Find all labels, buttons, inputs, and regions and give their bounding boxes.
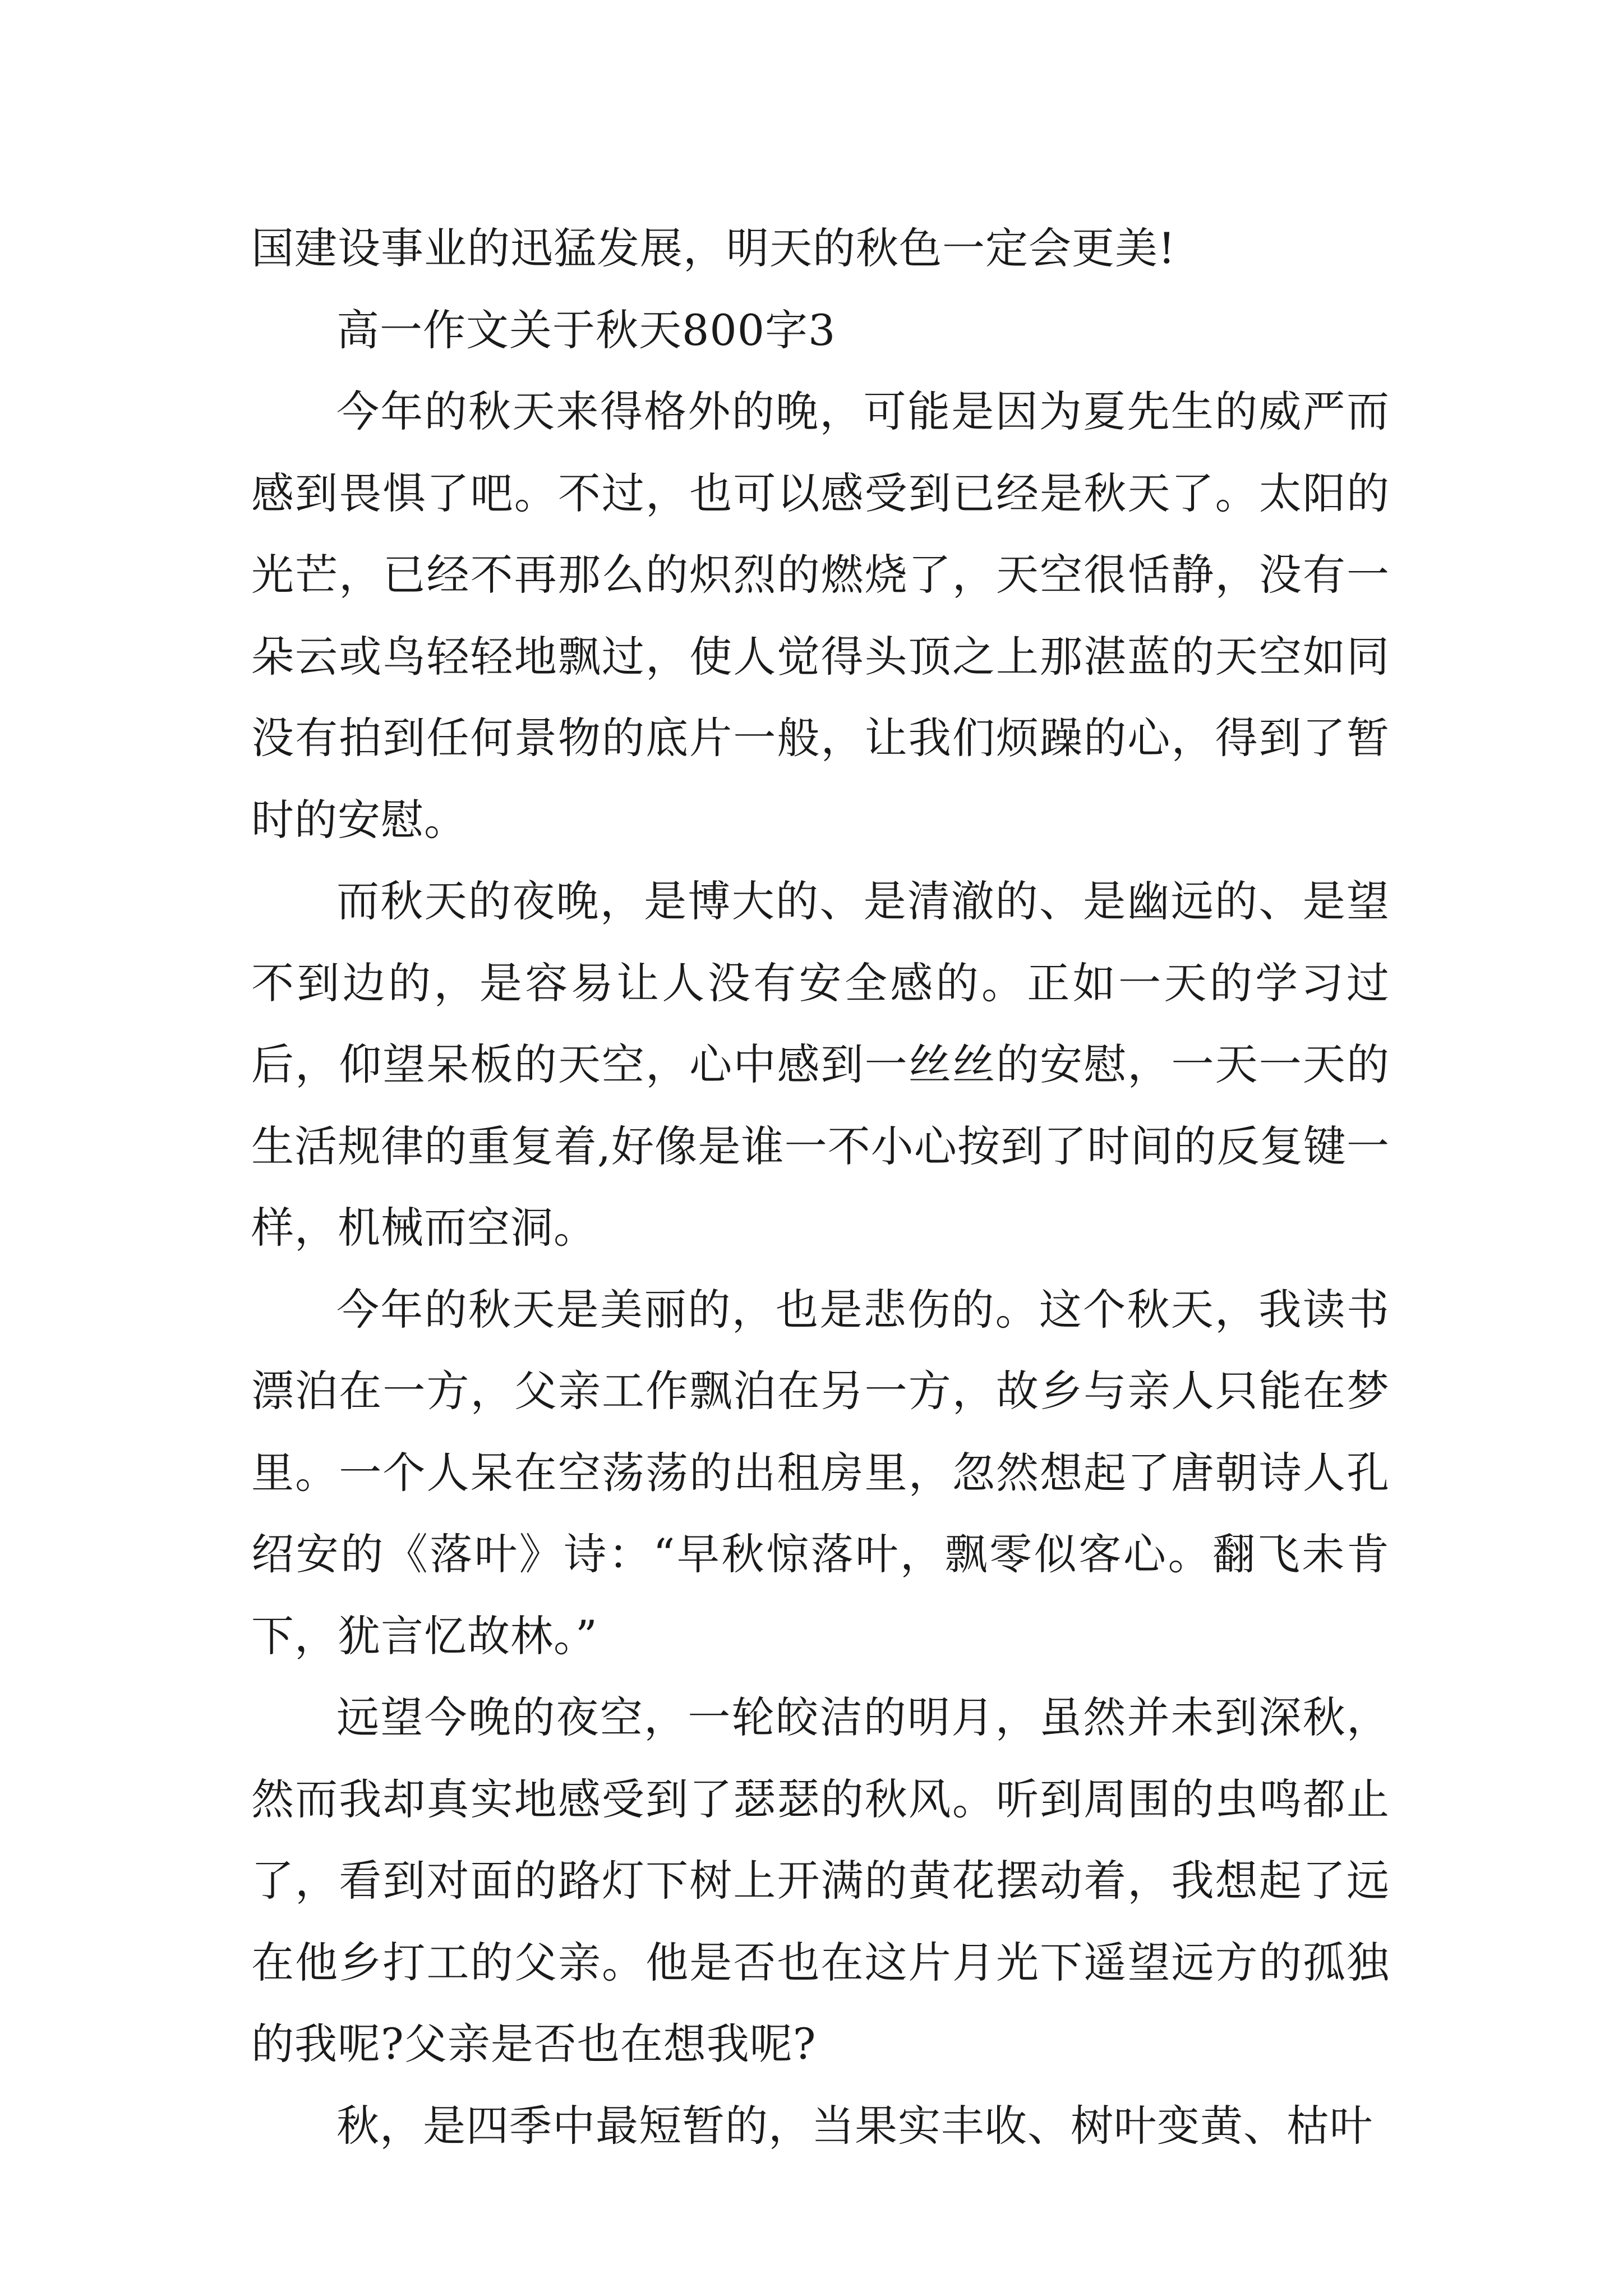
paragraph-continuation: 国建设事业的迅猛发展，明天的秋色一定会更美! xyxy=(251,223,1176,273)
paragraph: 秋，是四季中最短暂的，当果实丰收、树叶变黄、枯叶 xyxy=(336,2100,1373,2151)
paragraph: 远望今晚的夜空，一轮皎洁的明月，虽然并未到深秋，然而我却真实地感受到了瑟瑟的秋风。听到周围的虫鸣都止了，看到对面的路灯下树上开满的黄花摆动着，我想起了远在他乡打工的父亲。他是否也在这片月光下遥望远方的孤独的我呢?父亲是否也在想我呢? xyxy=(251,1692,1390,2069)
paragraph: 今年的秋天是美丽的，也是悲伤的。这个秋天，我读书漂泊在一方，父亲工作飘泊在另一方，故乡与亲人只能在梦里。一个人呆在空荡荡的出租房里，忽然想起了唐朝诗人孔绍安的《落叶》诗：“早秋惊落叶，飘零似客心。翻飞未肯下，犹言忆故林。” xyxy=(251,1284,1390,1661)
section-heading: 高一作文关于秋天800字3 xyxy=(336,305,836,355)
document-body xyxy=(251,208,1390,2166)
paragraph: 而秋天的夜晚，是博大的、是清澈的、是幽远的、是望不到边的，是容易让人没有安全感的。正如一天的学习过后，仰望呆板的天空，心中感到一丝丝的安慰，一天一天的生活规律的重复着,好像是谁一不小心按到了时间的反复键一样，机械而空洞。 xyxy=(251,876,1390,1253)
paragraph: 今年的秋天来得格外的晚，可能是因为夏先生的威严而感到畏惧了吧。不过，也可以感受到已经是秋天了。太阳的光芒，已经不再那么的炽烈的燃烧了，天空很恬静，没有一朵云或鸟轻轻地飘过，使人觉得头顶之上那湛蓝的天空如同没有拍到任何景物的底片一般，让我们烦躁的心，得到了暂时的安慰。 xyxy=(251,386,1390,845)
